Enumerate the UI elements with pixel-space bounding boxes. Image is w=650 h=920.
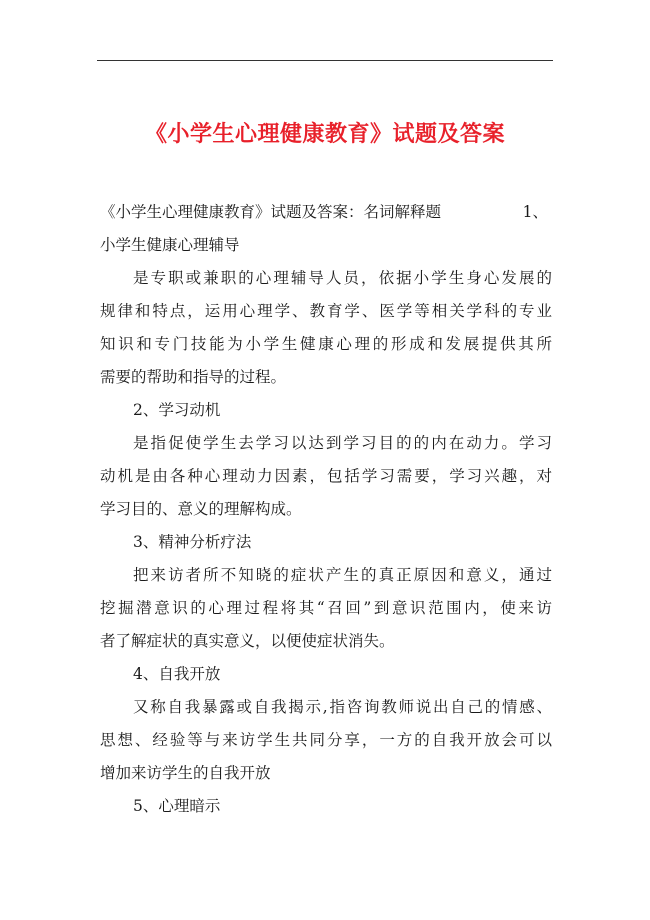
document-title: 《小学生心理健康教育》试题及答案 xyxy=(144,122,505,147)
paragraph-line: 增加来访学生的自我开放 xyxy=(100,764,271,782)
term-heading: 3、精神分析疗法 xyxy=(133,533,252,551)
paragraph-line: 者了解症状的真实意义，以便使症状消失。 xyxy=(100,632,395,650)
paragraph-line: 是指促使学生去学习以达到学习目的的内在动力。学习 xyxy=(133,434,552,452)
paragraph-line: 知识和专门技能为小学生健康心理的形成和发展提供其所 xyxy=(100,335,552,353)
intro-line xyxy=(100,196,552,229)
term-heading: 2、学习动机 xyxy=(133,401,221,419)
paragraph-line: 挖掘潜意识的心理过程将其“召回”到意识范围内，使来访 xyxy=(100,599,552,617)
paragraph-line: 需要的帮助和指导的过程。 xyxy=(100,368,287,386)
paragraph-line: 是专职或兼职的心理辅导人员，依据小学生身心发展的 xyxy=(133,269,552,287)
intro-number: 1、 xyxy=(522,203,548,221)
paragraph-line: 规律和特点，运用心理学、教育学、医学等相关学科的专业 xyxy=(100,302,552,320)
intro-text: 《小学生心理健康教育》试题及答案：名词解释题 xyxy=(100,203,442,221)
paragraph-line: 思想、经验等与来访学生共同分享，一方的自我开放会可以 xyxy=(100,731,552,749)
document-body xyxy=(100,196,552,823)
header-rule xyxy=(97,60,553,61)
paragraph-line: 动机是由各种心理动力因素，包括学习需要，学习兴趣，对 xyxy=(100,467,552,485)
term-heading: 4、自我开放 xyxy=(133,665,221,683)
term-heading: 小学生健康心理辅导 xyxy=(100,236,240,254)
term-heading: 5、心理暗示 xyxy=(133,797,221,815)
paragraph-line: 学习目的、意义的理解构成。 xyxy=(100,500,302,518)
paragraph-line: 把来访者所不知晓的症状产生的真正原因和意义，通过 xyxy=(133,566,552,584)
paragraph-line: 又称自我暴露或自我揭示,指咨询教师说出自己的情感、 xyxy=(133,698,552,716)
